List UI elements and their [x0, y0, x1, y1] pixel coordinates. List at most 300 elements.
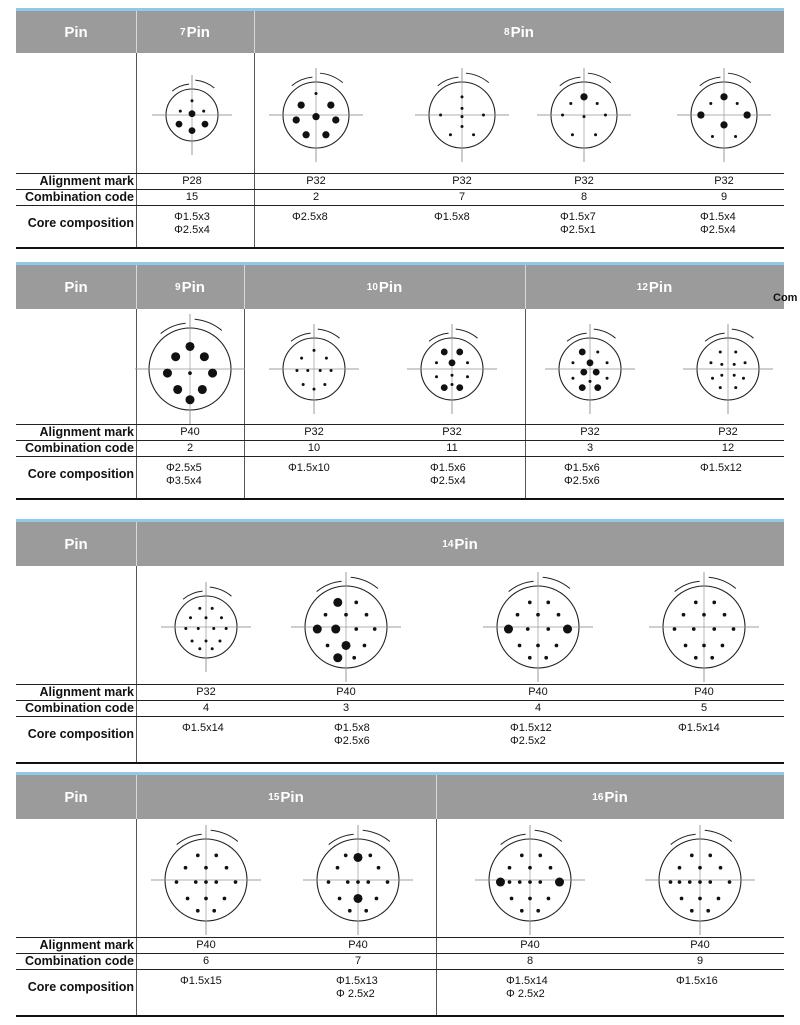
alignment-mark: P40	[336, 686, 356, 698]
small-pin	[315, 92, 318, 95]
pin-word: Pin	[181, 278, 205, 296]
small-pin	[205, 616, 208, 619]
alignment-mark: P40	[520, 939, 540, 951]
small-pin	[557, 613, 561, 617]
large-pin	[185, 341, 194, 350]
large-pin	[697, 111, 704, 118]
pin-group-header	[244, 265, 525, 309]
small-pin	[461, 125, 464, 128]
pin-group-header	[136, 265, 244, 309]
alignment-mark: P40	[690, 939, 710, 951]
connector-pin-diagram	[641, 821, 759, 939]
core-composition	[700, 462, 742, 475]
small-pin	[589, 379, 592, 382]
small-pin	[698, 897, 702, 901]
small-pin	[702, 613, 706, 617]
pin-count: 15	[268, 791, 280, 803]
core-line: Φ1.5x7	[560, 211, 596, 223]
core-line: Φ2.5x6	[564, 475, 600, 487]
large-pin	[332, 116, 339, 123]
large-pin	[198, 384, 207, 393]
connector-pin-diagram	[157, 578, 255, 676]
small-pin	[344, 854, 348, 858]
small-pin	[346, 880, 350, 884]
small-pin	[698, 880, 702, 884]
alignment-mark: P40	[180, 426, 200, 438]
small-pin	[510, 897, 514, 901]
row-label-alignment: Alignment mark	[39, 174, 134, 188]
small-pin	[202, 110, 205, 113]
connector-pin-diagram	[673, 64, 775, 166]
pin-count: 7	[180, 26, 186, 38]
core-composition	[292, 211, 328, 224]
small-pin	[338, 897, 342, 901]
small-pin	[744, 361, 747, 364]
core-composition	[336, 975, 378, 1001]
small-pin	[728, 880, 732, 884]
small-pin	[546, 627, 550, 631]
small-pin	[184, 627, 187, 630]
small-pin	[571, 361, 574, 364]
small-pin	[516, 613, 520, 617]
small-pin	[538, 854, 542, 858]
row-label-core: Core composition	[27, 467, 134, 481]
large-pin	[720, 93, 727, 100]
small-pin	[690, 854, 694, 858]
section-header	[16, 265, 784, 309]
connector-pin-diagram	[403, 320, 501, 418]
large-pin	[593, 368, 600, 375]
small-pin	[234, 880, 238, 884]
small-pin	[712, 627, 716, 631]
row-label-alignment: Alignment mark	[39, 685, 134, 699]
small-pin	[694, 656, 698, 660]
small-pin	[734, 386, 737, 389]
core-composition	[166, 462, 202, 488]
large-pin	[189, 127, 196, 134]
small-pin	[711, 135, 714, 138]
small-pin	[604, 114, 607, 117]
small-pin	[439, 114, 442, 117]
core-line: Φ2.5x6	[334, 735, 370, 747]
core-composition	[678, 722, 720, 735]
core-line: Φ3.5x4	[166, 475, 202, 487]
pin-word: Pin	[510, 23, 534, 41]
core-line: Φ1.5x4	[700, 211, 736, 223]
core-composition	[288, 462, 330, 475]
small-pin	[596, 350, 599, 353]
core-line: Φ1.5x16	[676, 975, 718, 987]
header-divider	[136, 522, 137, 566]
small-pin	[461, 115, 464, 118]
small-pin	[466, 361, 469, 364]
large-pin	[298, 101, 305, 108]
core-line: Φ1.5x10	[288, 462, 330, 474]
core-line: Φ1.5x12	[510, 722, 552, 734]
large-pin	[441, 348, 448, 355]
small-pin	[694, 601, 698, 605]
combination-code: 7	[354, 955, 362, 967]
cut-off-text: Com	[773, 292, 798, 304]
large-pin	[743, 111, 750, 118]
small-pin	[184, 866, 188, 870]
small-pin	[742, 376, 745, 379]
large-pin	[580, 93, 587, 100]
core-line: Φ1.5x8	[334, 722, 370, 734]
large-pin	[302, 131, 309, 138]
combination-code: 15	[185, 191, 199, 203]
small-pin	[712, 601, 716, 605]
core-line: Φ2.5x1	[560, 224, 596, 236]
large-pin	[189, 110, 196, 117]
core-composition	[676, 975, 718, 988]
large-pin	[456, 348, 463, 355]
combination-code: 9	[720, 191, 728, 203]
small-pin	[594, 133, 597, 136]
alignment-mark: P40	[694, 686, 714, 698]
small-pin	[323, 383, 326, 386]
connector-pin-diagram	[411, 64, 513, 166]
connector-pin-diagram	[479, 568, 597, 686]
small-pin	[698, 866, 702, 870]
large-pin	[333, 598, 342, 607]
combination-code: 9	[696, 955, 704, 967]
column-divider	[436, 819, 437, 1015]
small-pin	[218, 639, 221, 642]
small-pin	[319, 369, 322, 372]
small-pin	[734, 135, 737, 138]
row-rule	[16, 969, 784, 970]
small-pin	[435, 375, 438, 378]
small-pin	[348, 909, 352, 913]
small-pin	[194, 880, 198, 884]
large-pin	[341, 641, 350, 650]
pin-section-2	[16, 262, 798, 500]
core-line: Φ1.5x6	[430, 462, 466, 474]
combination-code: 8	[580, 191, 588, 203]
small-pin	[435, 361, 438, 364]
small-pin	[719, 386, 722, 389]
large-pin	[555, 878, 564, 887]
small-pin	[352, 656, 356, 660]
alignment-mark: P32	[304, 426, 324, 438]
large-pin	[327, 101, 334, 108]
large-pin	[720, 121, 727, 128]
small-pin	[596, 102, 599, 105]
small-pin	[528, 866, 532, 870]
core-line: Φ1.5x13	[336, 975, 378, 987]
large-pin	[579, 384, 586, 391]
small-pin	[692, 627, 696, 631]
pin-count: 16	[592, 791, 604, 803]
small-pin	[518, 880, 522, 884]
alignment-mark: P40	[528, 686, 548, 698]
combination-code: 5	[700, 702, 708, 714]
column-divider	[525, 309, 526, 498]
column-divider	[136, 53, 137, 247]
large-pin	[456, 384, 463, 391]
small-pin	[198, 607, 201, 610]
small-pin	[211, 647, 214, 650]
small-pin	[678, 880, 682, 884]
small-pin	[720, 373, 723, 376]
small-pin	[733, 362, 736, 365]
section-bottom-rule	[16, 1015, 784, 1017]
small-pin	[528, 880, 532, 884]
small-pin	[220, 616, 223, 619]
pin-group-header	[436, 775, 784, 819]
small-pin	[377, 866, 381, 870]
small-pin	[684, 644, 688, 648]
core-composition	[434, 211, 470, 224]
small-pin	[356, 880, 360, 884]
alignment-mark: P32	[580, 426, 600, 438]
connector-pin-diagram	[679, 320, 777, 418]
small-pin	[330, 369, 333, 372]
connector-pin-diagram	[645, 568, 763, 686]
large-pin	[333, 653, 342, 662]
small-pin	[709, 361, 712, 364]
alignment-mark: P32	[442, 426, 462, 438]
small-pin	[555, 644, 559, 648]
small-pin	[302, 383, 305, 386]
alignment-mark: P28	[182, 175, 202, 187]
small-pin	[680, 897, 684, 901]
small-pin	[690, 909, 694, 913]
small-pin	[336, 866, 340, 870]
combination-code: 2	[186, 442, 194, 454]
header-divider	[136, 11, 137, 53]
pin-count: 10	[366, 281, 378, 293]
pin-header-label: Pin	[64, 788, 88, 806]
small-pin	[223, 897, 227, 901]
row-rule	[16, 456, 784, 457]
large-pin	[331, 625, 340, 634]
row-label-core: Core composition	[27, 980, 134, 994]
small-pin	[606, 361, 609, 364]
header-divider	[244, 265, 245, 309]
large-pin	[176, 121, 183, 128]
row-rule	[16, 716, 784, 717]
small-pin	[528, 601, 532, 605]
section-header	[16, 11, 784, 53]
core-composition	[180, 975, 222, 988]
small-pin	[520, 909, 524, 913]
small-pin	[205, 639, 208, 642]
small-pin	[571, 133, 574, 136]
small-pin	[363, 644, 367, 648]
pin-section-4	[16, 772, 784, 1017]
small-pin	[313, 348, 316, 351]
combination-code: 12	[721, 442, 735, 454]
pin-header	[16, 11, 136, 53]
large-pin	[353, 894, 362, 903]
small-pin	[325, 356, 328, 359]
large-pin	[449, 359, 456, 366]
pin-count: 14	[442, 538, 454, 550]
combination-code: 4	[202, 702, 210, 714]
pin-word: Pin	[186, 23, 210, 41]
core-line: Φ1.5x12	[700, 462, 742, 474]
small-pin	[482, 114, 485, 117]
large-pin	[173, 384, 182, 393]
large-pin	[202, 121, 209, 128]
core-composition	[506, 975, 548, 1001]
section-header	[16, 775, 784, 819]
small-pin	[313, 387, 316, 390]
core-line: Φ1.5x14	[678, 722, 720, 734]
pin-count: 12	[636, 281, 648, 293]
small-pin	[188, 371, 192, 375]
combination-code: 2	[312, 191, 320, 203]
small-pin	[451, 383, 454, 386]
small-pin	[719, 350, 722, 353]
small-pin	[197, 627, 200, 630]
pin-header-label: Pin	[64, 23, 88, 41]
small-pin	[386, 880, 390, 884]
small-pin	[198, 647, 201, 650]
small-pin	[327, 880, 331, 884]
alignment-mark: P32	[452, 175, 472, 187]
large-pin	[353, 853, 362, 862]
row-rule	[16, 205, 784, 206]
small-pin	[225, 866, 229, 870]
large-pin	[293, 116, 300, 123]
small-pin	[736, 102, 739, 105]
row-label-alignment: Alignment mark	[39, 425, 134, 439]
core-line: Φ2.5x4	[430, 475, 466, 487]
core-line: Φ2.5x5	[166, 462, 202, 474]
large-pin	[313, 625, 322, 634]
large-pin	[580, 368, 587, 375]
large-pin	[594, 384, 601, 391]
small-pin	[364, 909, 368, 913]
connector-pin-diagram	[533, 64, 635, 166]
small-pin	[538, 880, 542, 884]
core-line: Φ 2.5x2	[336, 988, 375, 1000]
small-pin	[569, 102, 572, 105]
large-pin	[171, 352, 180, 361]
small-pin	[688, 880, 692, 884]
alignment-mark: P40	[196, 939, 216, 951]
small-pin	[673, 627, 677, 631]
small-pin	[472, 133, 475, 136]
core-line: Φ2.5x2	[510, 735, 546, 747]
core-line: Φ 2.5x2	[506, 988, 545, 1000]
small-pin	[536, 909, 540, 913]
small-pin	[721, 644, 725, 648]
pin-group-header	[525, 265, 784, 309]
core-line: Φ1.5x14	[506, 975, 548, 987]
small-pin	[606, 376, 609, 379]
small-pin	[669, 880, 673, 884]
combination-code: 8	[526, 955, 534, 967]
small-pin	[451, 373, 454, 376]
row-label-combination: Combination code	[24, 441, 134, 455]
small-pin	[583, 115, 586, 118]
small-pin	[544, 656, 548, 660]
alignment-mark: P32	[196, 686, 216, 698]
header-divider	[436, 775, 437, 819]
small-pin	[508, 880, 512, 884]
small-pin	[344, 613, 348, 617]
large-pin	[563, 625, 572, 634]
small-pin	[711, 376, 714, 379]
connector-pin-diagram	[148, 71, 236, 159]
combination-code: 4	[534, 702, 542, 714]
section-header	[16, 522, 784, 566]
pin-group-header	[136, 11, 254, 53]
core-composition	[152, 211, 232, 237]
connector-pin-diagram	[541, 320, 639, 418]
large-pin	[504, 625, 513, 634]
small-pin	[528, 897, 532, 901]
alignment-mark: P32	[714, 175, 734, 187]
small-pin	[723, 613, 727, 617]
small-pin	[373, 627, 377, 631]
small-pin	[733, 373, 736, 376]
pin-header	[16, 775, 136, 819]
small-pin	[211, 607, 214, 610]
pin-word: Pin	[604, 788, 628, 806]
small-pin	[300, 356, 303, 359]
small-pin	[536, 613, 540, 617]
column-divider	[254, 53, 255, 247]
pin-group-header	[254, 11, 784, 53]
alignment-mark: P40	[348, 939, 368, 951]
core-composition	[510, 722, 552, 748]
header-divider	[254, 11, 255, 53]
row-label-core: Core composition	[27, 216, 134, 230]
core-line: Φ1.5x14	[182, 722, 224, 734]
small-pin	[528, 656, 532, 660]
small-pin	[682, 613, 686, 617]
small-pin	[708, 854, 712, 858]
small-pin	[189, 616, 192, 619]
small-pin	[295, 369, 298, 372]
small-pin	[732, 627, 736, 631]
small-pin	[175, 880, 179, 884]
small-pin	[549, 866, 553, 870]
header-divider	[136, 775, 137, 819]
small-pin	[306, 369, 309, 372]
core-line: Φ1.5x3	[174, 211, 210, 223]
small-pin	[212, 909, 216, 913]
core-line: Φ2.5x4	[700, 224, 736, 236]
core-composition	[700, 211, 736, 237]
small-pin	[709, 102, 712, 105]
small-pin	[717, 897, 721, 901]
small-pin	[571, 376, 574, 379]
small-pin	[365, 613, 369, 617]
small-pin	[191, 639, 194, 642]
core-composition	[430, 462, 466, 488]
small-pin	[518, 644, 522, 648]
large-pin	[579, 348, 586, 355]
connector-pin-diagram	[287, 568, 405, 686]
small-pin	[214, 880, 218, 884]
large-pin	[441, 384, 448, 391]
small-pin	[536, 644, 540, 648]
alignment-mark: P32	[306, 175, 326, 187]
pin-group-header	[136, 775, 436, 819]
small-pin	[204, 866, 208, 870]
small-pin	[678, 866, 682, 870]
pin-count: 9	[175, 281, 181, 293]
connector-pin-diagram	[299, 821, 417, 939]
large-pin	[322, 131, 329, 138]
small-pin	[710, 656, 714, 660]
